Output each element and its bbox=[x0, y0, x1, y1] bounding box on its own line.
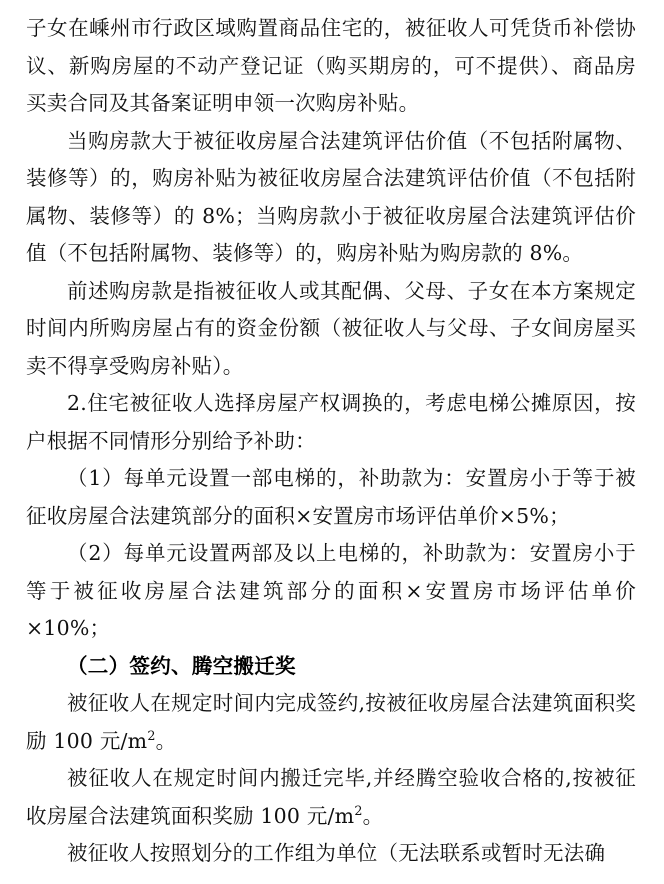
paragraph-item-2-1: （1）每单元设置一部电梯的，补助款为：安置房小于等于被征收房屋合法建筑部分的面积×安置房市场评估单价×5%； bbox=[26, 466, 636, 528]
signing-award-text: 被征收人在规定时间内完成签约,按被征收房屋合法建筑面积奖励 100 元/m bbox=[26, 691, 636, 753]
relocation-award-text: 被征收人在规定时间内搬迁完毕,并经腾空验收合格的,按被征收房屋合法建筑面积奖励 100 元/m bbox=[26, 766, 636, 828]
paragraph-relocation-award bbox=[26, 760, 636, 835]
paragraph-workgroup-truncated bbox=[26, 835, 636, 873]
paragraph-purchase-subsidy-rate: 当购房款大于被征收房屋合法建筑评估价值（不包括附属物、装修等）的，购房补贴为被征收房屋合法建筑评估价值（不包括附属物、装修等）的 8%；当购房款小于被征收房屋合法建筑评估价值（不包括附属物、装修等）的，购房补贴为购房款的 8%。 bbox=[26, 128, 636, 265]
paragraph-continued: 子女在嵊州市行政区域购置商品住宅的，被征收人可凭货币补偿协议、新购房屋的不动产登记证（购买期房的，可不提供）、商品房买卖合同及其备案证明申领一次购房补贴。 bbox=[26, 16, 636, 115]
unit-superscript: 2 bbox=[354, 802, 363, 818]
paragraph-purchase-amount-definition: 前述购房款是指被征收人或其配偶、父母、子女在本方案规定时间内所购房屋占有的资金份额（被征收人与父母、子女间房屋买卖不得享受购房补贴）。 bbox=[26, 278, 636, 378]
paragraph-item-2-elevator: 2.住宅被征收人选择房屋产权调换的，考虑电梯公摊原因，按户根据不同情形分别给予补助： bbox=[26, 391, 636, 453]
paragraph-signing-award bbox=[26, 685, 636, 760]
section-heading-signing-award: （二）签约、腾空搬迁奖 bbox=[67, 653, 296, 678]
relocation-award-text-end: 。 bbox=[362, 803, 384, 828]
paragraph-item-2-2: （2）每单元设置两部及以上电梯的，补助款为：安置房小于等于被征收房屋合法建筑部分的面积×安置房市场评估单价×10%； bbox=[26, 541, 636, 640]
signing-award-text-end: 。 bbox=[155, 728, 177, 753]
workgroup-text: 被征收人按照划分的工作组为单位（无法联系或暂时无法确 bbox=[67, 841, 606, 865]
unit-superscript: 2 bbox=[147, 727, 156, 743]
